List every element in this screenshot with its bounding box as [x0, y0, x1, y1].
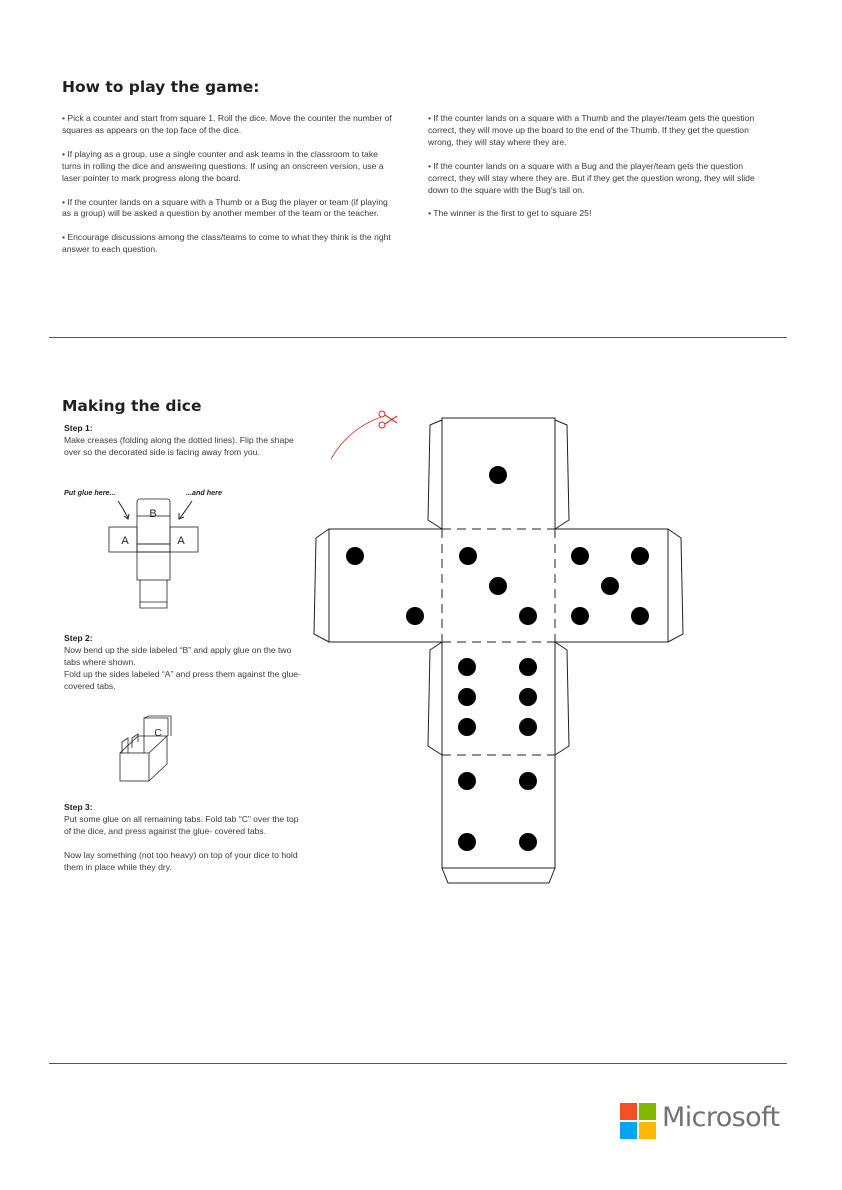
glue-here-label-2: ...and here	[186, 488, 222, 497]
pip	[571, 547, 589, 565]
step-1	[64, 423, 304, 459]
glue-here-label: Put glue here...	[64, 488, 116, 497]
label-a-left: A	[121, 535, 129, 547]
pip	[519, 833, 537, 851]
microsoft-logo-icon	[620, 1103, 656, 1139]
pip	[346, 547, 364, 565]
glue-arrows	[112, 498, 202, 522]
step-3	[64, 802, 299, 886]
pip	[601, 577, 619, 595]
pip	[458, 688, 476, 706]
section-divider	[49, 337, 787, 338]
pip	[519, 607, 537, 625]
label-b: B	[149, 508, 157, 520]
label-a-right: A	[177, 535, 185, 547]
step-2-text-1: Now bend up the side labeled “B” and apply glue on the two tabs where shown.	[64, 644, 292, 667]
rule-paragraph: • If the counter lands on a square with a Bug and the player/team gets the question correct, they will stay where they are. But if they get the question wrong, they will slide down to the square with the Bug's tail on.	[428, 160, 755, 195]
pip	[406, 607, 424, 625]
how-to-play-title: How to play the game:	[62, 78, 260, 96]
pip	[489, 466, 507, 484]
pip	[631, 547, 649, 565]
step-3-text-1: Put some glue on all remaining tabs. Fold tab “C” over the top of the dice, and press against the glue- covered tabs.	[64, 813, 299, 836]
step-3-text-2: Now lay something (not too heavy) on top of your dice to hold them in place while they dry.	[64, 849, 298, 872]
pip	[459, 547, 477, 565]
microsoft-wordmark: Microsoft	[662, 1102, 780, 1133]
footer-divider	[49, 1063, 787, 1064]
pip	[571, 607, 589, 625]
making-dice-title: Making the dice	[62, 397, 202, 415]
rule-paragraph: • If playing as a group, use a single counter and ask teams in the classroom to take turns in rolling the dice and answering questions. If using an onscreen version, use a laser pointer to mark progress along the board.	[62, 148, 384, 183]
pip	[519, 772, 537, 790]
rule-paragraph: • If the counter lands on a square with a Thumb or a Bug the player or team (if playing as a group) will be asked a question by another member of the team or the teacher.	[62, 196, 388, 219]
rule-paragraph: • Encourage discussions among the class/teams to come to what they think is the right answer to each question.	[62, 232, 391, 255]
pip	[458, 718, 476, 736]
how-to-play-right-column	[428, 113, 768, 232]
dice-net-cutout	[312, 416, 684, 888]
pip	[519, 658, 537, 676]
pip	[519, 718, 537, 736]
folded-dice-diagram	[112, 712, 192, 786]
step-2	[64, 633, 304, 693]
pip	[489, 577, 507, 595]
pip	[519, 688, 537, 706]
rule-paragraph: • If the counter lands on a square with a Thumb and the player/team gets the question correct, they will move up the board to the end of the Thumb. If they get the question wrong, they will stay where they are.	[428, 113, 755, 147]
pip	[458, 772, 476, 790]
step-1-label: Step 1:	[64, 423, 93, 433]
step-1-text: Make creases (folding along the dotted lines). Flip the shape over so the decorated side is facing away from you.	[64, 434, 294, 457]
pip	[458, 658, 476, 676]
step-3-label: Step 3:	[64, 802, 93, 812]
rule-paragraph: • The winner is the first to get to square 25!	[428, 208, 592, 219]
pip	[631, 607, 649, 625]
step-2-text-2: Fold up the sides labeled “A” and press them against the glue-covered tabs.	[64, 668, 301, 691]
label-c: C	[154, 728, 162, 739]
how-to-play-left-column	[62, 113, 396, 268]
pip	[458, 833, 476, 851]
rule-paragraph: • Pick a counter and start from square 1. Roll the dice. Move the counter the number of squares as appears on the top face of the dice.	[62, 113, 392, 135]
step-2-label: Step 2:	[64, 633, 93, 643]
